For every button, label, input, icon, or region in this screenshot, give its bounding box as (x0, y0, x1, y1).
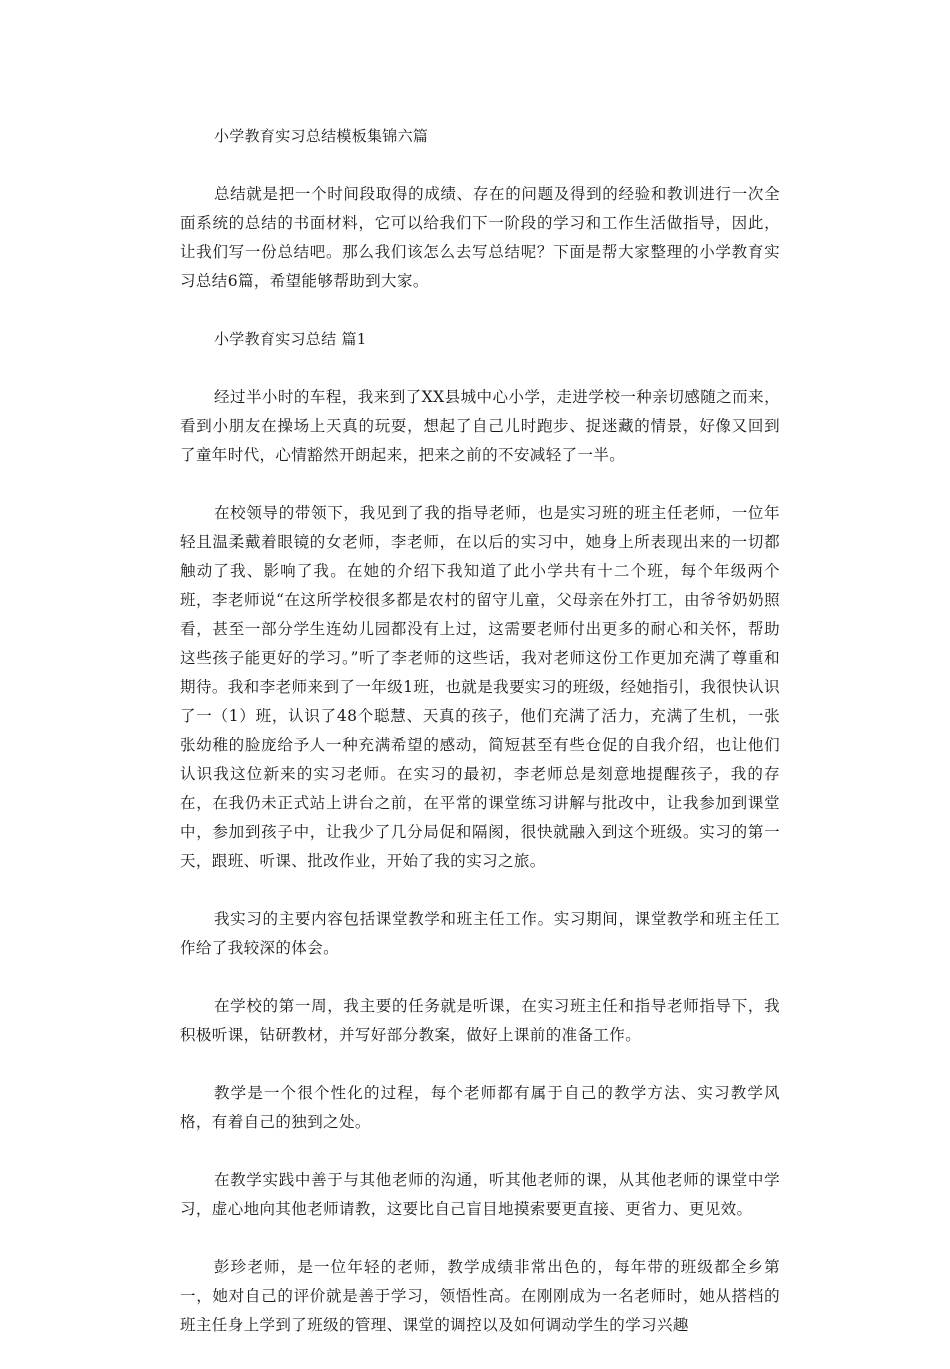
body-paragraph: 教学是一个很个性化的过程，每个老师都有属于自己的教学方法、实习教学风格，有着自己的独到之处。 (180, 1084, 780, 1131)
document-page (180, 122, 780, 1369)
body-paragraph: 在学校的第一周，我主要的任务就是听课，在实习班主任和指导老师指导下，我积极听课，钻研教材，并写好部分教案，做好上课前的准备工作。 (180, 997, 780, 1044)
body-paragraph: 彭珍老师，是一位年轻的老师，教学成绩非常出色的，每年带的班级都全乡第一，她对自己的评价就是善于学习，领悟性高。在刚刚成为一名老师时，她从搭档的班主任身上学到了班级的管理、课堂的调控以及如何调动学生的学习兴趣 (180, 1258, 780, 1334)
section-heading: 小学教育实习总结 篇1 (214, 330, 367, 348)
document-title: 小学教育实习总结模板集锦六篇 (214, 127, 429, 145)
body-paragraph: 经过半小时的车程，我来到了XX县城中心小学，走进学校一种亲切感随之而来，看到小朋友在操场上天真的玩耍，想起了自己儿时跑步、捉迷藏的情景，好像又回到了童年时代，心情豁然开朗起来，把来之前的不安减轻了一半。 (180, 388, 780, 464)
body-paragraph: 在教学实践中善于与其他老师的沟通，听其他老师的课，从其他老师的课堂中学习，虚心地向其他老师请教，这要比自己盲目地摸索要更直接、更省力、更见效。 (180, 1171, 780, 1218)
intro-paragraph: 总结就是把一个时间段取得的成绩、存在的问题及得到的经验和教训进行一次全面系统的总结的书面材料，它可以给我们下一阶段的学习和工作生活做指导，因此，让我们写一份总结吧。那么我们该怎么去写总结呢？下面是帮大家整理的小学教育实习总结6篇，希望能够帮助到大家。 (180, 185, 780, 290)
body-paragraph: 在校领导的带领下，我见到了我的指导老师，也是实习班的班主任老师，一位年轻且温柔戴着眼镜的女老师，李老师，在以后的实习中，她身上所表现出来的一切都触动了我、影响了我。在她的介绍下我知道了此小学共有十二个班，每个年级两个班，李老师说“在这所学校很多都是农村的留守儿童，父母亲在外打工，由爷爷奶奶照看，甚至一部分学生连幼儿园都没有上过，这需要老师付出更多的耐心和关怀，帮助这些孩子能更好的学习。”听了李老师的这些话，我对老师这份工作更加充满了尊重和期待。我和李老师来到了一年级1班，也就是我要实习的班级，经她指引，我很快认识了一（1）班，认识了48个聪慧、天真的孩子，他们充满了活力，充满了生机，一张张幼稚的脸庞给予人一种充满希望的感动，简短甚至有些仓促的自我介绍，也让他们认识我这位新来的实习老师。在实习的最初，李老师总是刻意地提醒孩子，我的存在，在我仍未正式站上讲台之前，在平常的课堂练习讲解与批改中，让我参加到课堂中，参加到孩子中，让我少了几分局促和隔阂，很快就融入到这个班级。实习的第一天，跟班、听课、批改作业，开始了我的实习之旅。 (180, 504, 780, 870)
body-paragraph: 我实习的主要内容包括课堂教学和班主任工作。实习期间，课堂教学和班主任工作给了我较深的体会。 (180, 910, 780, 957)
